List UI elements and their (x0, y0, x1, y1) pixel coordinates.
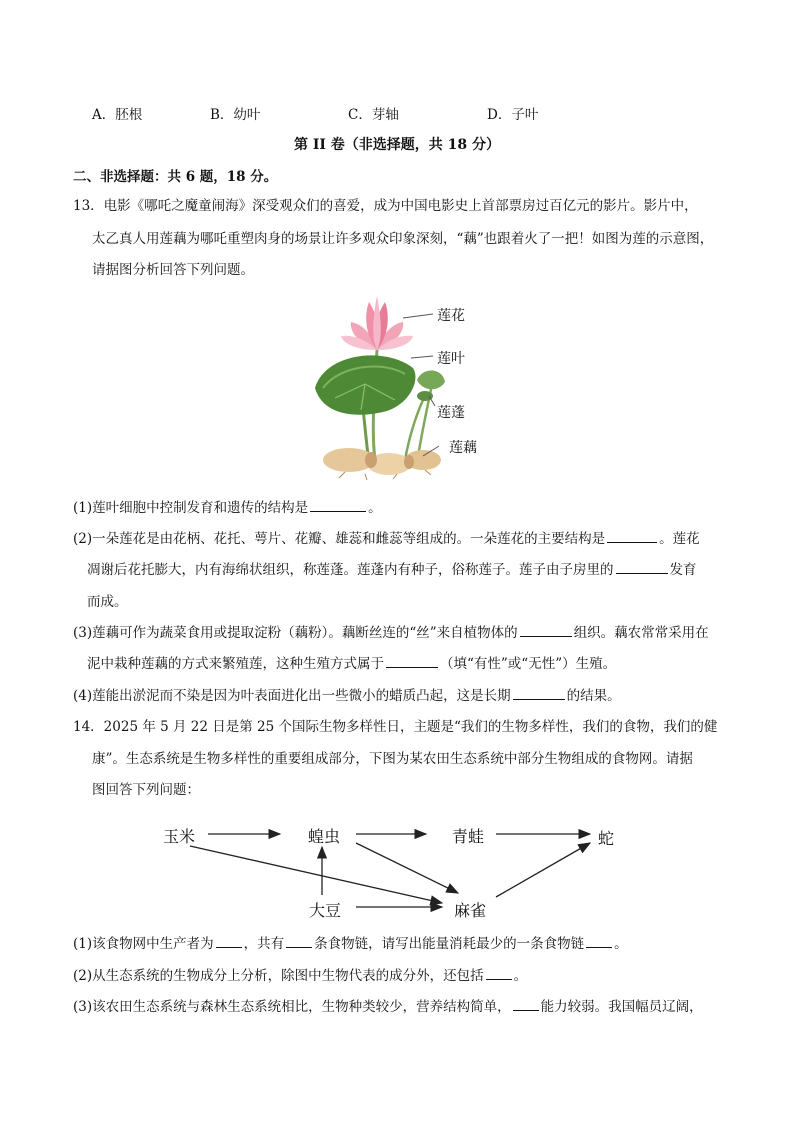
option-a: A．胚根 (92, 107, 143, 123)
q14-intro-line2: 康”。生态系统是生物多样性的重要组成部分，下图为某农田生态系统中部分生物组成的食物网。请据 (92, 751, 693, 767)
q13-sub2-end: 而成。 (87, 594, 128, 610)
q13-intro-line1: 13．电影《哪吒之魔童闹海》深受观众们的喜爱，成为中国电影史上首部票房过百亿元的影片。影片中， (73, 198, 698, 214)
q14-intro-line3: 图回答下列问题： (92, 782, 200, 798)
answer-blank[interactable] (520, 623, 572, 637)
answer-blank[interactable] (513, 997, 539, 1011)
label-lotus-flower: 莲花 (437, 308, 465, 324)
answer-blank[interactable] (216, 934, 242, 948)
label-lotus-leaf: 莲叶 (437, 351, 465, 367)
lotus-flower-icon (341, 296, 413, 350)
q13-sub2: (2)一朵莲花是由花柄、花托、萼片、花瓣、雄蕊和雌蕊等组成的。一朵莲花的主要结构是 。莲花 (73, 531, 700, 547)
answer-blank[interactable] (616, 560, 668, 574)
q14-sub3: (3)该农田生态系统与森林生态系统相比，生物种类较少，营养结构简单， 能力较弱。我国幅员辽阔， (73, 999, 703, 1015)
q14-intro-line1: 14．2025 年 5 月 22 日是第 25 个国际生物多样性日，主题是“我们的生物多样性，我们的食物，我们的健 (73, 719, 718, 735)
q13-sub3: (3)莲藕可作为蔬菜食用或提取淀粉（藕粉）。藕断丝连的“丝”来自植物体的 组织。藕农常常采用在 (73, 625, 709, 641)
part2-title: 第 II 卷（非选择题，共 18 分） (293, 137, 501, 153)
node-snake: 蛇 (598, 829, 615, 848)
node-soybean: 大豆 (309, 901, 342, 920)
arrow-corn-sparrow (190, 846, 442, 903)
option-d: D．子叶 (487, 107, 539, 123)
q14-sub1: (1)该食物网中生产者为 ，共有 条食物链，请写出能量消耗最少的一条食物链 。 (73, 936, 628, 952)
node-corn: 玉米 (163, 827, 196, 846)
q13-sub4: (4)莲能出淤泥而不染是因为叶表面进化出一些微小的蜡质凸起，这是长期 的结果。 (73, 688, 621, 704)
answer-blank[interactable] (586, 934, 612, 948)
option-c: C．芽轴 (348, 107, 399, 123)
answer-blank[interactable] (286, 934, 312, 948)
arrow-locust-sparrow (356, 843, 458, 893)
node-sparrow: 麻雀 (454, 901, 487, 920)
label-lotus-root: 莲藕 (449, 440, 477, 456)
q13-intro-line2: 太乙真人用莲藕为哪吒重塑肉身的场景让许多观众印象深刻，“藕”也跟着火了一把！如图为莲的示意图， (92, 231, 714, 247)
answer-blank[interactable] (486, 966, 512, 980)
label-lotus-seedpod: 莲蓬 (437, 405, 465, 421)
answer-blank[interactable] (513, 686, 565, 700)
node-locust: 蝗虫 (308, 827, 341, 846)
option-b: B．幼叶 (210, 107, 261, 123)
q13-sub2-cont: 凋谢后花托膨大，内有海绵状组织，称莲蓬。莲蓬内有种子，俗称莲子。莲子由子房里的 发育 (87, 562, 697, 578)
section-heading: 二、非选择题：共 6 题，18 分。 (73, 169, 278, 185)
answer-blank[interactable] (386, 654, 438, 668)
q13-intro-line3: 请据图分析回答下列问题。 (92, 262, 254, 278)
arrow-sparrow-snake (496, 843, 590, 897)
answer-blank[interactable] (310, 498, 366, 512)
answer-blank[interactable] (607, 529, 657, 543)
q13-sub3-cont: 泥中栽种莲藕的方式来繁殖莲，这种生殖方式属于 （填“有性”或“无性”）生殖。 (87, 656, 617, 672)
q13-sub1: (1)莲叶细胞中控制发育和遗传的结构是 。 (73, 500, 382, 516)
node-frog: 青蛙 (452, 827, 485, 846)
food-web-diagram (150, 815, 630, 925)
q14-sub2: (2)从生态系统的生物成分上分析，除图中生物代表的成分外，还包括 。 (73, 968, 528, 984)
